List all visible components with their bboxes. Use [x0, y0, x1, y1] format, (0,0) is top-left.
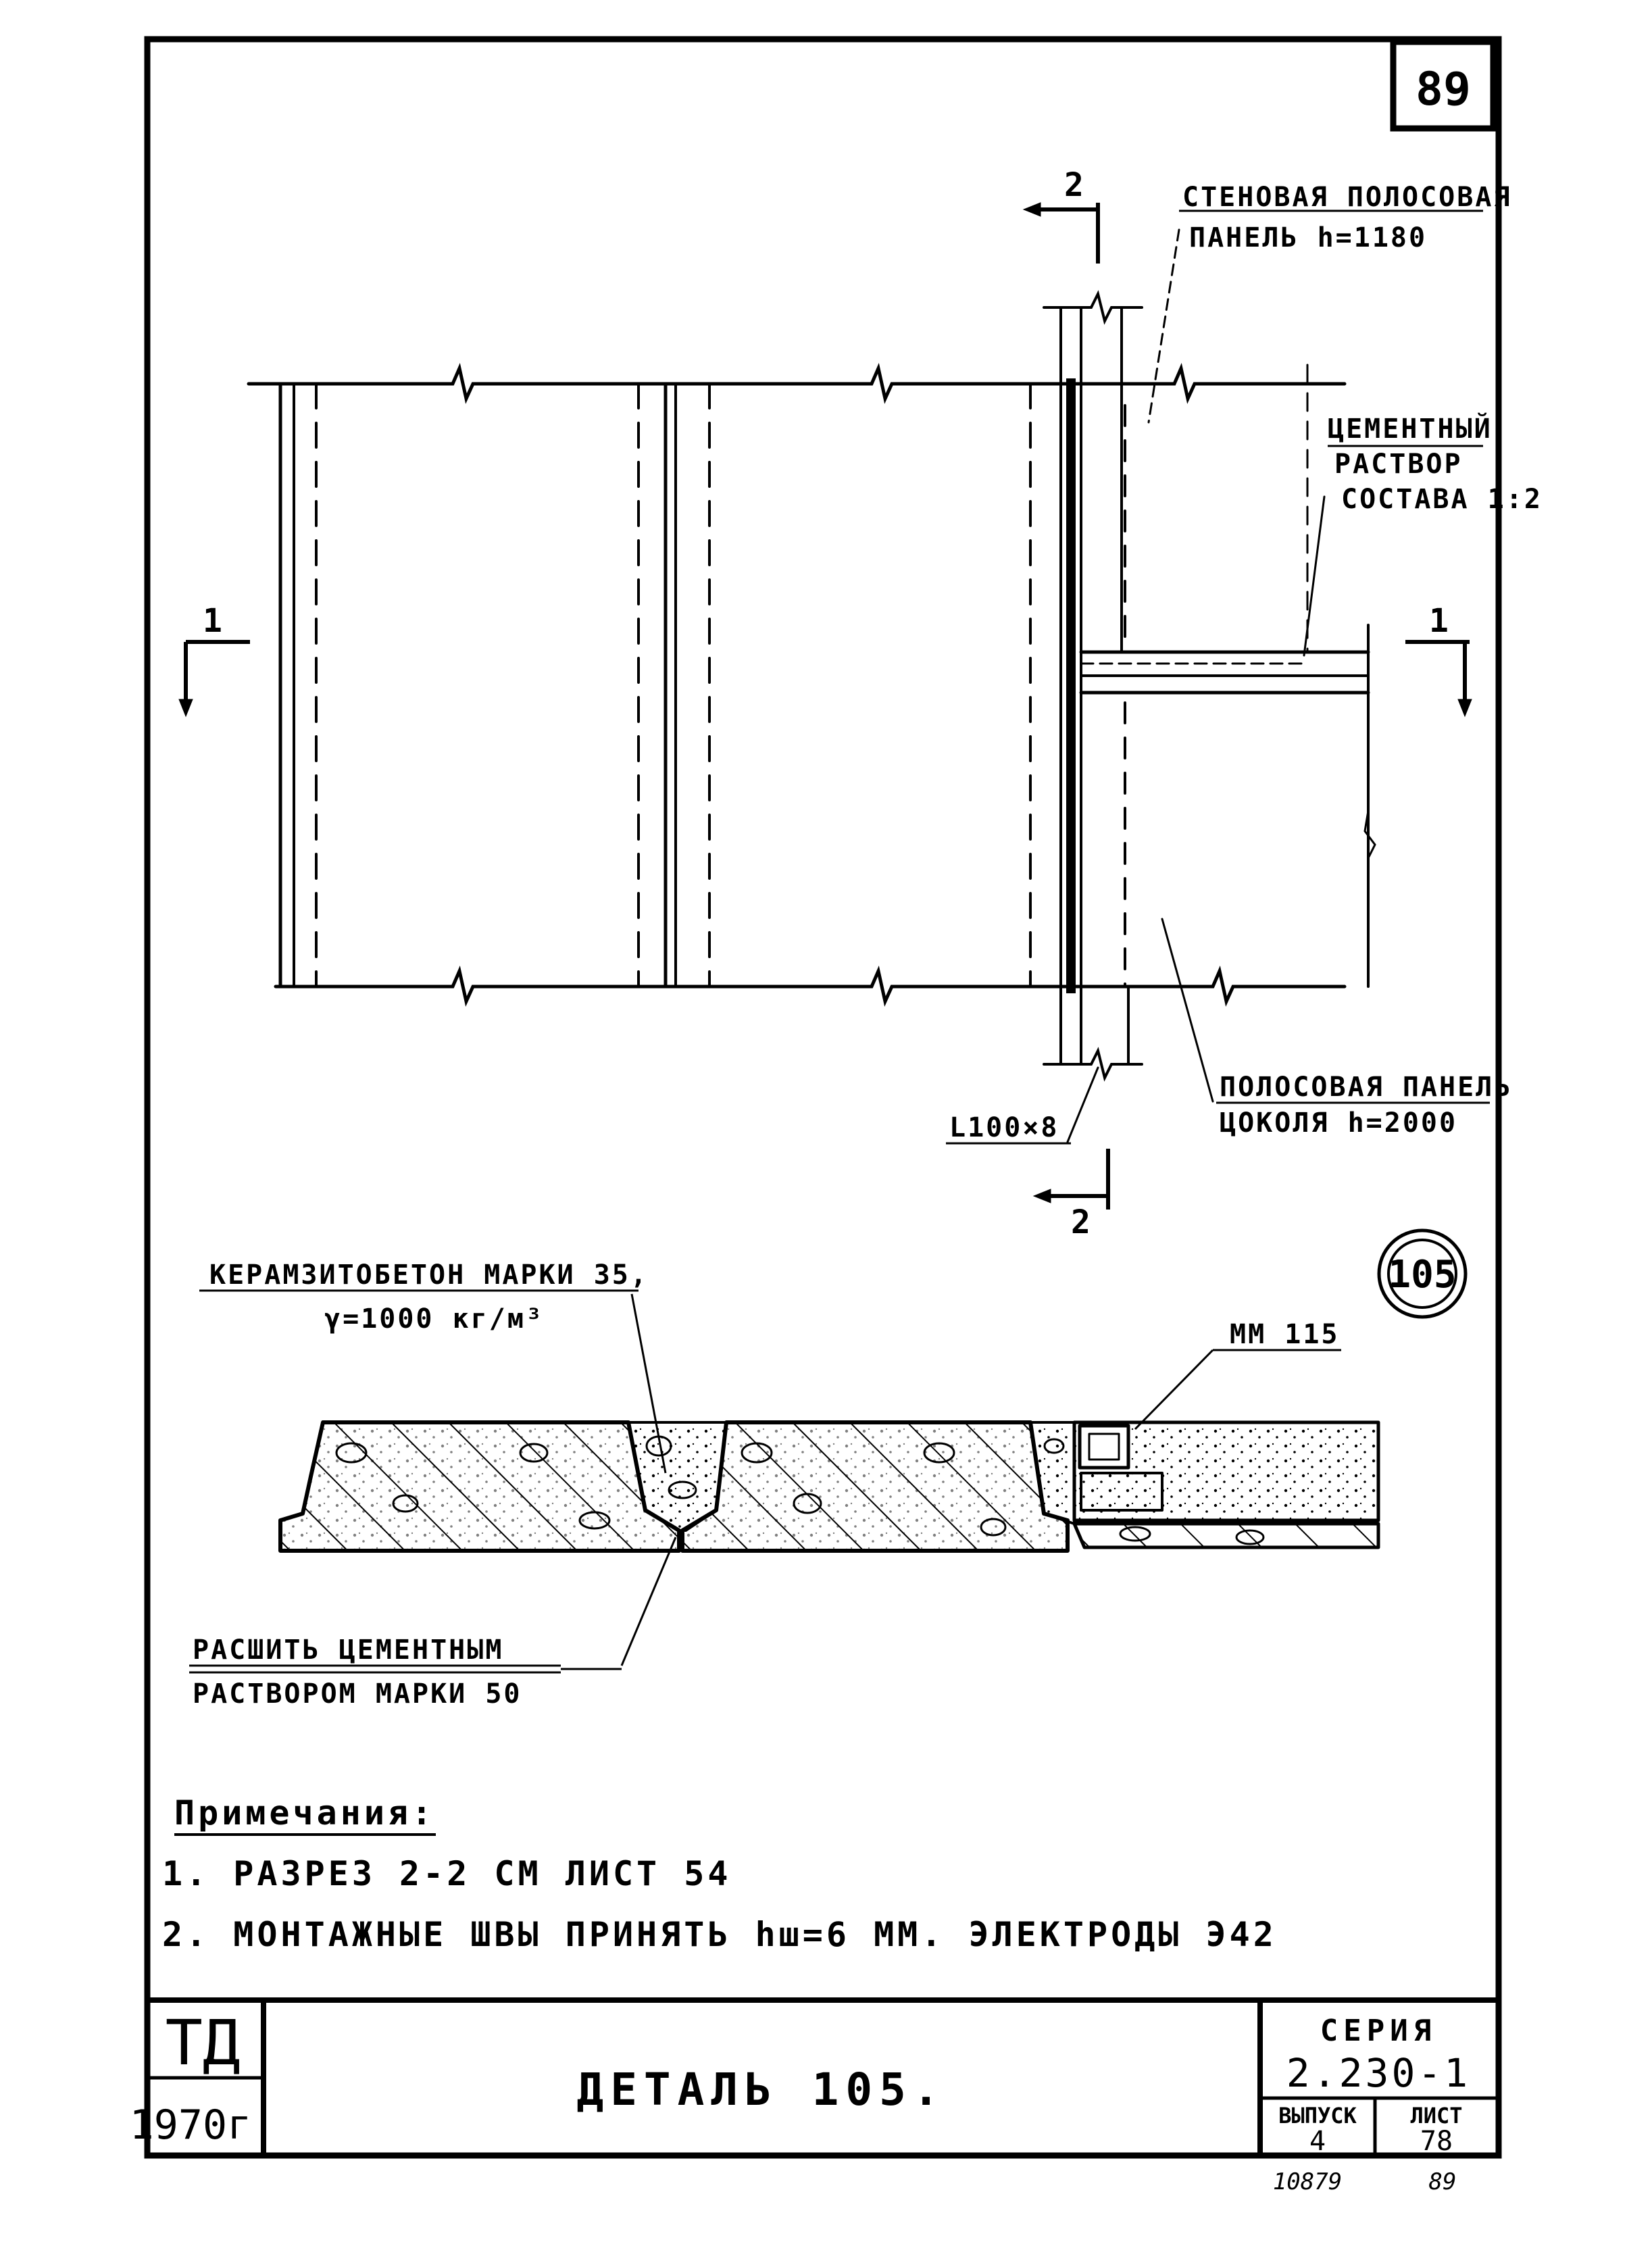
svg-text:РАСТВОР: РАСТВОР [1334, 449, 1463, 480]
svg-text:γ=1000 кг/м³: γ=1000 кг/м³ [324, 1303, 544, 1335]
section-cut-1-left [179, 602, 250, 716]
section-1-label-right: 1 [1429, 602, 1449, 640]
year: 1970г. [129, 2101, 276, 2149]
org-mark: ТД [165, 2007, 241, 2079]
sheet-number-box [1393, 42, 1493, 128]
svg-text:КЕРАМЗИТОБЕТОН МАРКИ 35,: КЕРАМЗИТОБЕТОН МАРКИ 35, [209, 1260, 649, 1291]
elevation-view [249, 230, 1375, 1142]
series-value: 2.230-1 [1286, 2050, 1471, 2096]
svg-text:105: 105 [1388, 1253, 1457, 1297]
section-cut-1-right [1405, 602, 1472, 716]
label-wall-panel [1179, 182, 1511, 253]
label-joint-mortar [189, 1635, 622, 1710]
drawing-title: ДЕТАЛЬ 105. [576, 2064, 947, 2116]
issue-value: 4 [1309, 2126, 1326, 2157]
note-1: 1. РАЗРЕЗ 2-2 СМ ЛИСТ 54 [162, 1854, 732, 1893]
sheet-number: 89 [1416, 63, 1471, 116]
svg-text:ММ 115: ММ 115 [1230, 1319, 1340, 1350]
section-view [280, 1422, 1378, 1666]
sheet-value: 78 [1420, 2126, 1453, 2157]
series-label: СЕРИЯ [1320, 2014, 1437, 2048]
inventory-number: 10879 [1272, 2168, 1343, 2195]
svg-text:ПОЛОСОВАЯ ПАНЕЛЬ: ПОЛОСОВАЯ ПАНЕЛЬ [1220, 1072, 1513, 1103]
label-angle [946, 1112, 1071, 1143]
svg-text:L100×8: L100×8 [949, 1112, 1059, 1143]
footer-page: 89 [1428, 2168, 1457, 2195]
label-mm-115 [1135, 1319, 1341, 1429]
label-cement-mortar [1328, 412, 1543, 515]
svg-text:ЦОКОЛЯ h=2000: ЦОКОЛЯ h=2000 [1220, 1107, 1458, 1139]
svg-text:РАСТВОРОМ МАРКИ 50: РАСТВОРОМ МАРКИ 50 [193, 1678, 522, 1710]
notes-title: Примечания: [174, 1793, 436, 1833]
svg-text:СОСТАВА 1:2: СОСТАВА 1:2 [1341, 484, 1543, 515]
section-1-label-left: 1 [203, 602, 222, 640]
section-2-label-bottom: 2 [1071, 1203, 1091, 1241]
svg-text:СТЕНОВАЯ ПОЛОСОВАЯ: СТЕНОВАЯ ПОЛОСОВАЯ [1182, 182, 1512, 213]
svg-text:РАСШИТЬ ЦЕМЕНТНЫМ: РАСШИТЬ ЦЕМЕНТНЫМ [193, 1635, 504, 1666]
issue-label: ВЫПУСК [1278, 2103, 1357, 2128]
sheet-label: ЛИСТ [1410, 2103, 1463, 2128]
svg-text:ЦЕМЕНТНЫЙ: ЦЕМЕНТНЫЙ [1328, 414, 1493, 445]
notes [162, 1793, 1277, 1954]
section-cut-2-top [1024, 166, 1098, 264]
note-2: 2. МОНТАЖНЫЕ ШВЫ ПРИНЯТЬ hш=6 ММ. ЭЛЕКТРОДЫ Э42 [162, 1915, 1277, 1954]
label-plinth-panel [1216, 1072, 1512, 1139]
section-2-label-top: 2 [1064, 166, 1084, 204]
section-cut-2-bottom [1034, 1149, 1108, 1241]
detail-105-marker [1379, 1230, 1466, 1317]
svg-text:ПАНЕЛЬ h=1180: ПАНЕЛЬ h=1180 [1189, 222, 1428, 253]
